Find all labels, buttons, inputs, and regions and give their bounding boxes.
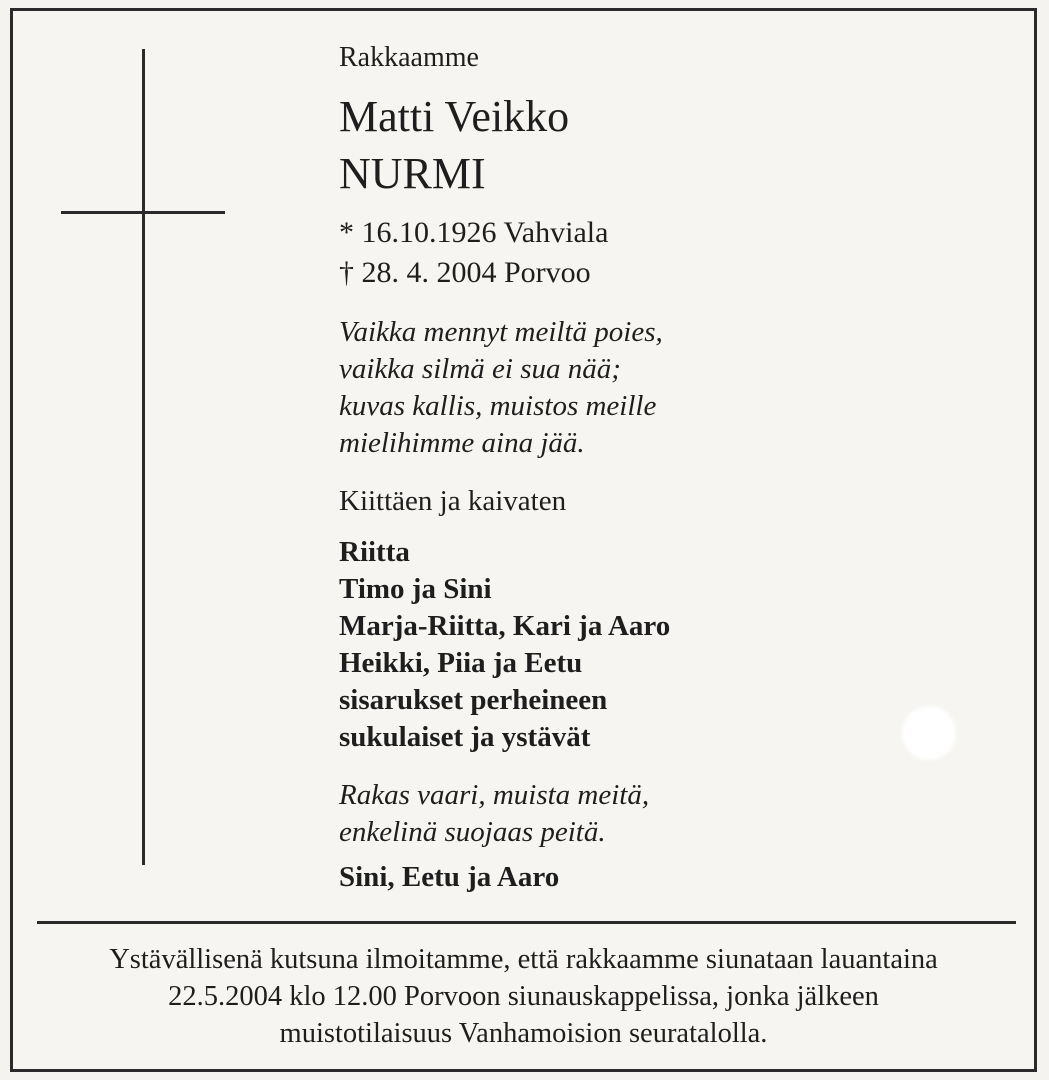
thanks-text: Kiittäen ja kaivaten	[339, 485, 567, 517]
verse-line: mielihimme aina jää.	[339, 427, 585, 459]
mourner-line: sukulaiset ja ystävät	[339, 721, 591, 753]
paper-spot	[902, 706, 956, 760]
mourner-line: sisarukset perheineen	[339, 684, 608, 716]
verse-line: Vaikka mennyt meiltä poies,	[339, 316, 663, 348]
deceased-surname: NURMI	[339, 149, 486, 198]
death-date: † 28. 4. 2004 Porvoo	[339, 256, 591, 289]
deceased-first-names: Matti Veikko	[339, 92, 570, 141]
section-divider	[37, 921, 1016, 924]
announcement-line: muistotilaisuus Vanhamoision seuratalolla.	[279, 1018, 768, 1049]
announcement-line: Ystävällisenä kutsuna ilmoitamme, että rakkaamme siunataan lauantaina	[109, 944, 938, 975]
announcement-line: 22.5.2004 klo 12.00 Porvoon siunauskappelissa, jonka jälkeen	[168, 981, 879, 1012]
grandchildren-names: Sini, Eetu ja Aaro	[339, 861, 560, 893]
obituary-notice	[10, 8, 1037, 1072]
verse-line: vaikka silmä ei sua nää;	[339, 353, 621, 385]
mourner-line: Timo ja Sini	[339, 573, 492, 605]
intro-text: Rakkaamme	[339, 42, 479, 73]
mourner-line: Heikki, Piia ja Eetu	[339, 647, 583, 679]
grandchildren-verse-line: enkelinä suojaas peitä.	[339, 816, 606, 848]
verse-line: kuvas kallis, muistos meille	[339, 390, 657, 422]
birth-date: * 16.10.1926 Vahviala	[339, 216, 609, 249]
funeral-announcement	[13, 941, 1034, 1052]
mourner-line: Riitta	[339, 536, 410, 568]
grandchildren-verse-line: Rakas vaari, muista meitä,	[339, 779, 650, 811]
cross-horizontal-bar	[61, 211, 225, 214]
mourner-line: Marja-Riitta, Kari ja Aaro	[339, 610, 671, 642]
cross-vertical-bar	[142, 49, 145, 865]
